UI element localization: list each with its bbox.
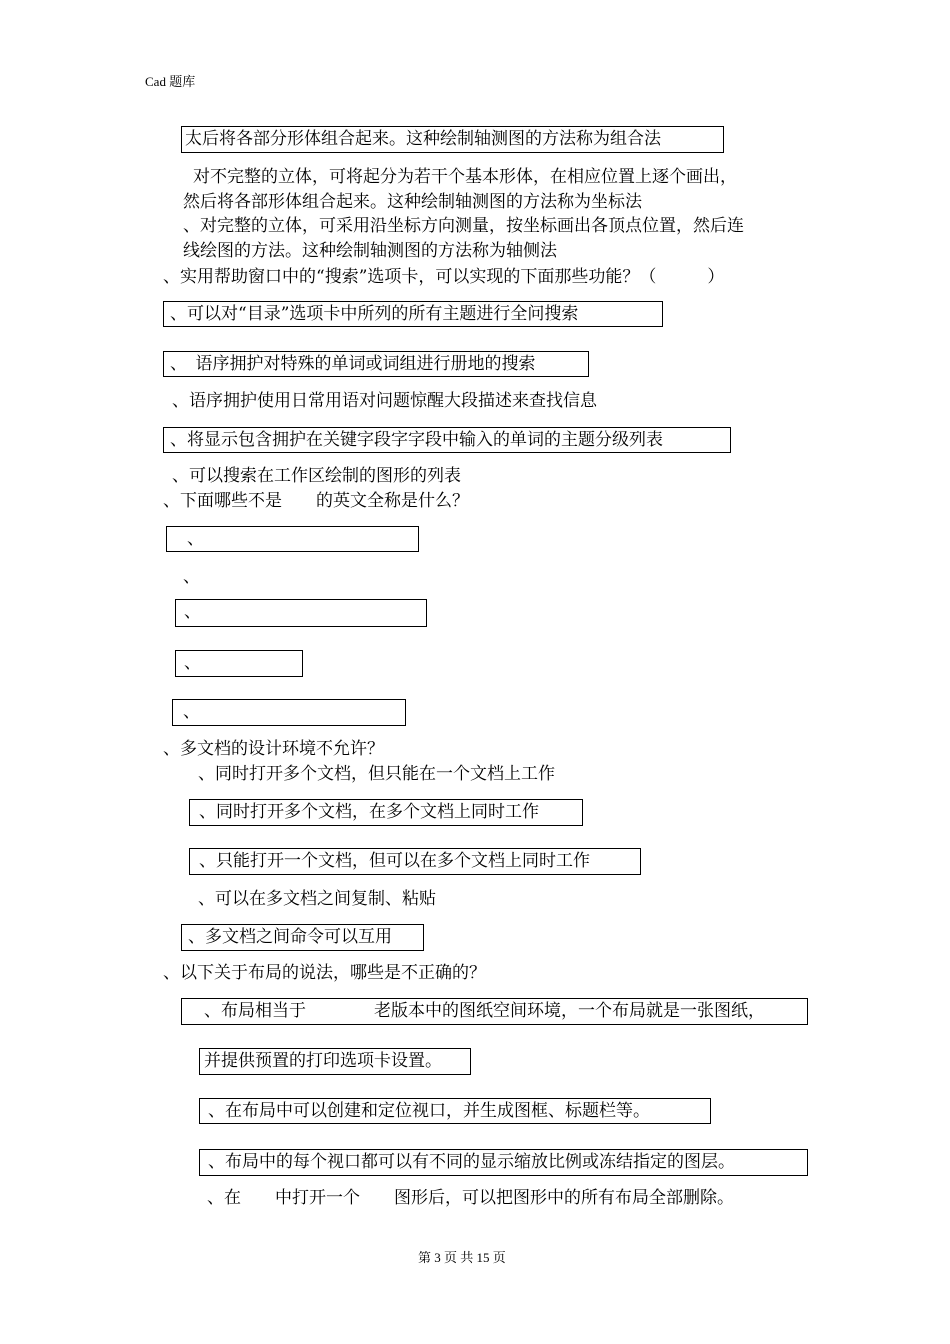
option-box: 、 xyxy=(175,599,427,627)
option-text: 、语序拥护使用日常用语对问题惊醒大段描述来查找信息 xyxy=(172,391,597,411)
question-4: 、以下关于布局的说法，哪些是不正确的？ xyxy=(163,963,486,983)
text-line: 然后将各部形体组合起来。这种绘制轴测图的方法称为坐标法 xyxy=(183,192,642,212)
text-line: 对不完整的立体，可将起分为若干个基本形体，在相应位置上逐个画出， xyxy=(193,167,737,187)
option-box: 、布局相当于 老版本中的图纸空间环境，一个布局就是一张图纸， xyxy=(181,998,808,1025)
option-text: 、可以搜索在工作区绘制的图形的列表 xyxy=(172,466,461,486)
question-2: 、下面哪些不是 的英文全称是什么？ xyxy=(163,491,469,511)
option-box: 、同时打开多个文档，在多个文档上同时工作 xyxy=(189,799,583,826)
option-text: 、可以在多文档之间复制、粘贴 xyxy=(198,889,436,909)
option-box: 、在布局中可以创建和定位视口，并生成图框、标题栏等。 xyxy=(199,1098,711,1124)
text-line: 线绘图的方法。这种绘制轴测图的方法称为轴侧法 xyxy=(183,241,557,261)
option-box: 、将显示包含拥护在关键字段字字段中输入的单词的主题分级列表 xyxy=(163,427,731,453)
option-text: 、在 中打开一个 图形后，可以把图形中的所有布局全部删除。 xyxy=(207,1188,734,1208)
option-box: 、只能打开一个文档，但可以在多个文档上同时工作 xyxy=(189,848,641,875)
option-box: 并提供预置的打印选项卡设置。 xyxy=(199,1048,471,1075)
page-footer: 第 3 页 共 15 页 xyxy=(418,1250,506,1265)
option-box: 、多文档之间命令可以互用 xyxy=(181,924,424,951)
page-header: Cad 题库 xyxy=(145,74,196,89)
question-1: 、实用帮助窗口中的“搜索”选项卡，可以实现的下面那些功能？（ ） xyxy=(163,267,725,287)
text-line: 、对完整的立体，可采用沿坐标方向测量，按坐标画出各顶点位置，然后连 xyxy=(183,216,744,236)
question-3: 、多文档的设计环境不允许？ xyxy=(163,739,384,759)
option-box: 、 语序拥护对特殊的单词或词组进行册地的搜索 xyxy=(163,351,589,377)
boxed-line: 太后将各部分形体组合起来。这种绘制轴测图的方法称为组合法 xyxy=(181,126,724,153)
option-box: 、布局中的每个视口都可以有不同的显示缩放比例或冻结指定的图层。 xyxy=(199,1149,808,1176)
option-text: 、 xyxy=(183,567,200,587)
option-text: 、同时打开多个文档，但只能在一个文档上工作 xyxy=(198,764,555,784)
option-box: 、 xyxy=(172,699,406,726)
option-box: 、 xyxy=(175,650,303,677)
option-box: 、可以对“目录”选项卡中所列的所有主题进行全问搜索 xyxy=(163,301,663,327)
option-box: 、 xyxy=(166,526,419,552)
